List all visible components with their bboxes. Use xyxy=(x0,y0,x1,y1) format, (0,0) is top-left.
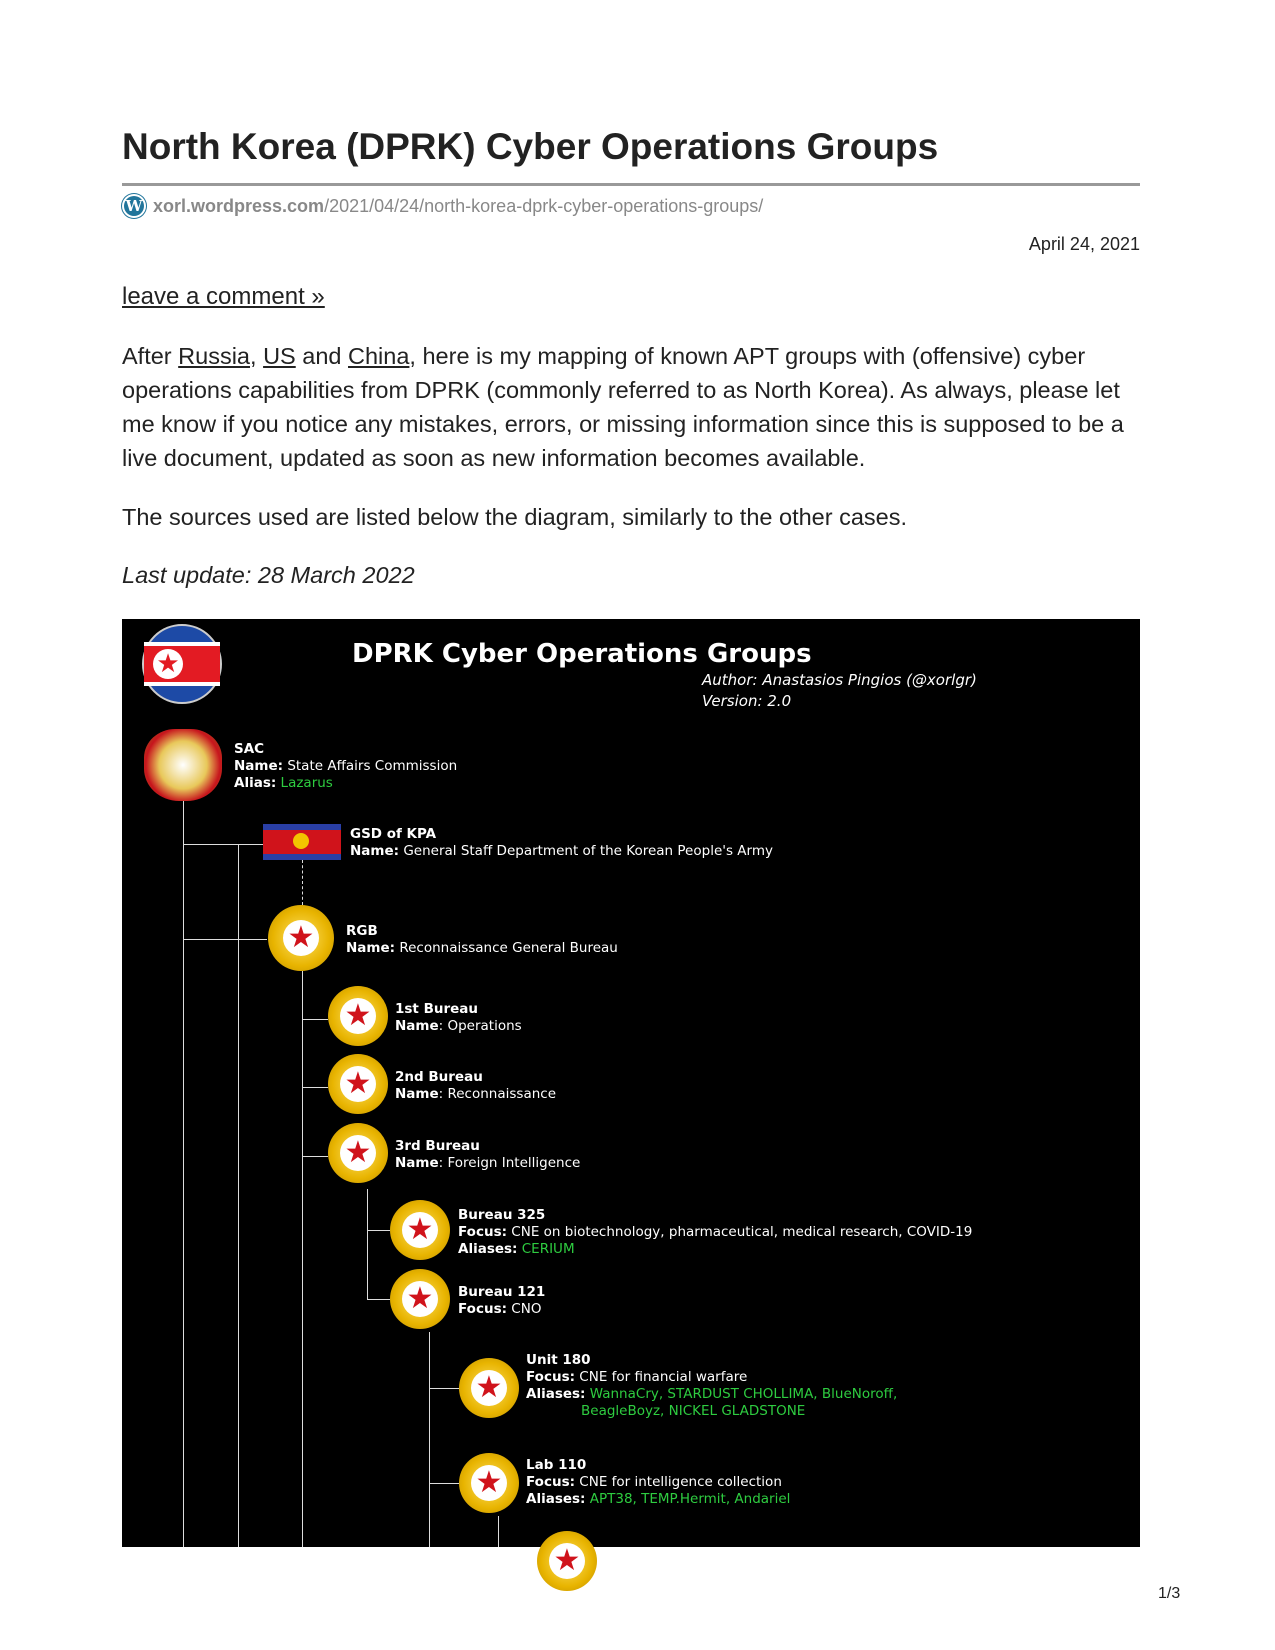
rgb-seal-icon: ★ xyxy=(268,905,334,971)
bureau-seal-icon: ★ xyxy=(390,1200,450,1260)
title-divider xyxy=(122,183,1140,186)
source-domain: xorl.wordpress.com xyxy=(153,195,325,216)
connector-line xyxy=(367,1189,368,1299)
wordpress-icon: W xyxy=(122,194,146,218)
source-path: /2021/04/24/north-korea-dprk-cyber-operations-groups/ xyxy=(324,195,764,216)
intro-separator: , xyxy=(250,343,264,369)
connector-line xyxy=(302,1019,328,1020)
connector-line xyxy=(429,1388,459,1389)
node-2nd-bureau: 2nd Bureau Name: Reconnaissance xyxy=(395,1069,557,1102)
node-bureau-325: Bureau 325 Focus: CNE on biotechnology, pharmaceutical, medical research, COVID-19 Aliases: CERIUM xyxy=(458,1207,973,1257)
node-sac: SAC Name: State Affairs Commission Alias: Lazarus xyxy=(234,741,458,791)
connector-dashed xyxy=(302,860,303,905)
dprk-emblem-icon xyxy=(144,729,222,801)
diagram-title: DPRK Cyber Operations Groups xyxy=(352,639,812,669)
bureau-seal-icon: ★ xyxy=(328,1123,388,1183)
dprk-flag-icon: ★ xyxy=(142,624,222,704)
page-number: 1/3 xyxy=(1158,1585,1181,1602)
node-3rd-bureau: 3rd Bureau Name: Foreign Intelligence xyxy=(395,1138,581,1171)
connector-line xyxy=(183,844,263,845)
russia-link[interactable]: Russia xyxy=(178,343,251,369)
intro-text-start: After xyxy=(122,343,179,369)
article-title: North Korea (DPRK) Cyber Operations Groups xyxy=(122,126,939,167)
bureau-seal-icon: ★ xyxy=(328,986,388,1046)
source-url[interactable] xyxy=(122,194,763,218)
connector-line xyxy=(302,1087,328,1088)
kpa-flag-icon xyxy=(263,824,341,860)
dprk-diagram-image xyxy=(122,619,1140,1578)
connector-line xyxy=(302,1156,328,1157)
office-seal-icon: ★ xyxy=(537,1531,597,1591)
bureau-seal-icon: ★ xyxy=(390,1269,450,1329)
connector-line xyxy=(183,801,184,1547)
node-unit-180: Unit 180 Focus: CNE for financial warfare Aliases: WannaCry, STARDUST CHOLLIMA, BlueNoroff, BeagleBoyz, NICKEL GLADSTONE xyxy=(526,1352,898,1419)
connector-line xyxy=(429,1332,430,1547)
intro-separator: and xyxy=(295,343,349,369)
unit-seal-icon: ★ xyxy=(459,1358,519,1418)
post-date: April 24, 2021 xyxy=(1028,234,1140,254)
connector-line xyxy=(367,1230,390,1231)
leave-comment-link[interactable]: leave a comment » xyxy=(122,283,325,310)
lab-seal-icon: ★ xyxy=(459,1453,519,1513)
us-link[interactable]: US xyxy=(263,343,296,369)
connector-line xyxy=(238,844,239,1547)
node-rgb: RGB Name: Reconnaissance General Bureau xyxy=(346,923,618,956)
connector-line xyxy=(498,1516,499,1547)
connector-line xyxy=(367,1299,390,1300)
china-link[interactable]: China xyxy=(348,343,410,369)
node-bureau-121: Bureau 121 Focus: CNO xyxy=(458,1284,546,1317)
last-update: Last update: 28 March 2022 xyxy=(122,562,415,588)
connector-line xyxy=(429,1483,459,1484)
intro-paragraph xyxy=(122,339,1142,475)
node-1st-bureau: 1st Bureau Name: Operations xyxy=(395,1001,522,1034)
connector-line xyxy=(302,971,303,1547)
node-lab-110: Lab 110 Focus: CNE for intelligence collection Aliases: APT38, TEMP.Hermit, Andariel xyxy=(526,1457,791,1507)
sources-paragraph: The sources used are listed below the diagram, similarly to the other cases. xyxy=(122,504,908,530)
diagram-version: Version: 2.0 xyxy=(702,692,792,710)
intro-text-end: , here is my mapping of known APT groups with (offensive) cyber operations capabilities from DPRK (commonly referred to as North Korea). As always, please let me know if you notice any mistakes, errors, or missing information since this is supposed to be a live document, updated as soon as new information becomes available. xyxy=(122,343,1124,471)
node-gsd: GSD of KPA Name: General Staff Department of the Korean People's Army xyxy=(350,826,773,859)
diagram-author: Author: Anastasios Pingios (@xorlgr) xyxy=(702,671,977,689)
bureau-seal-icon: ★ xyxy=(328,1054,388,1114)
connector-line xyxy=(183,939,267,940)
